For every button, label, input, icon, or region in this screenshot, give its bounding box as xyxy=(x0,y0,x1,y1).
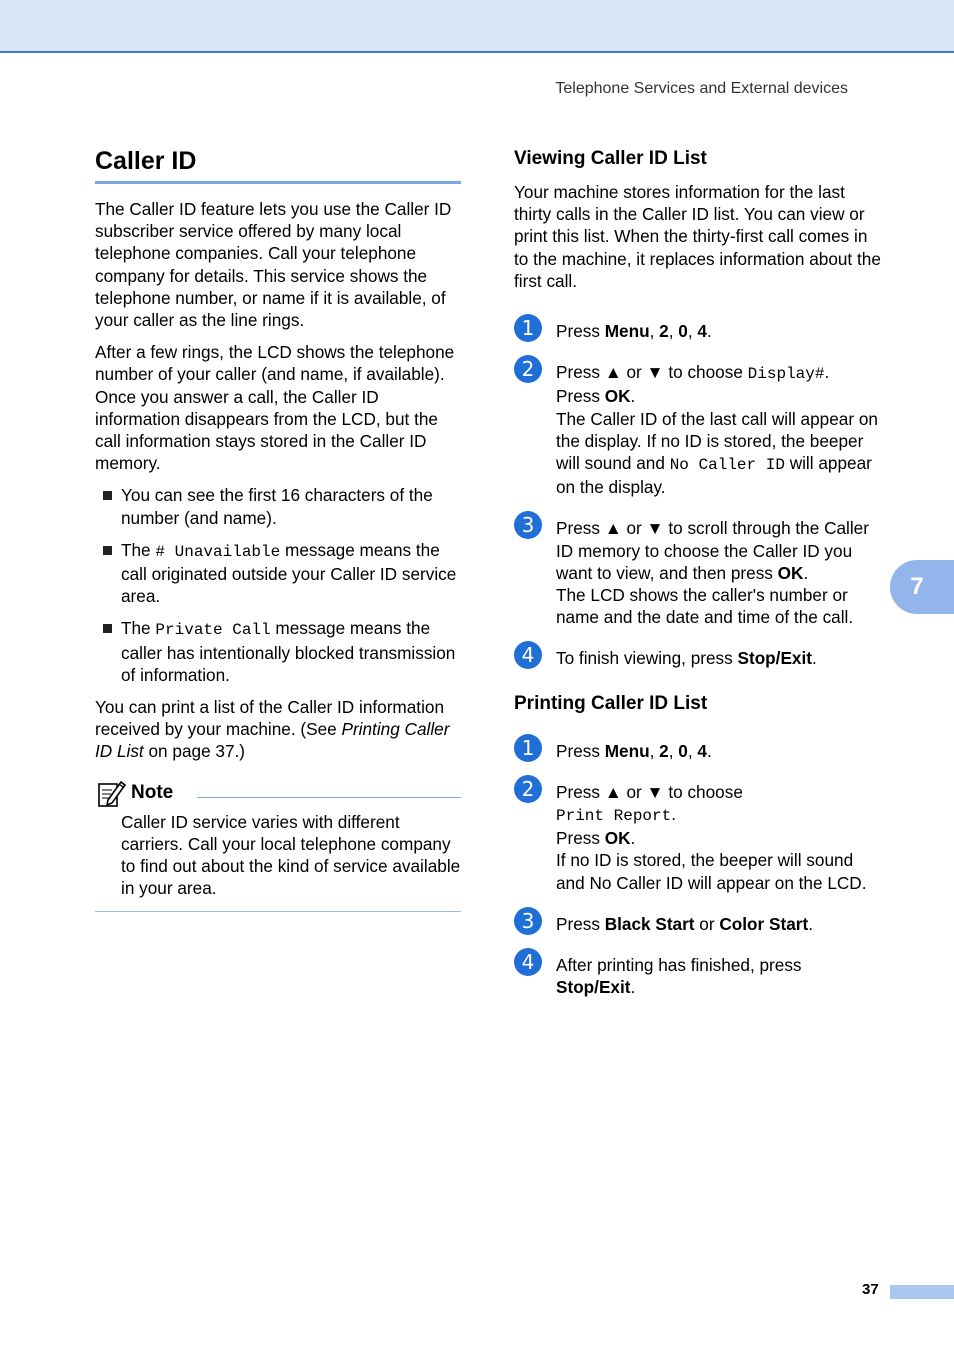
running-title: Telephone Services and External devices xyxy=(555,80,848,97)
cross-reference-link[interactable]: Printing Caller ID List xyxy=(95,719,450,762)
list-item: 1 Press Menu, 2, 0, 4. xyxy=(514,740,886,762)
code-print-report: Print Report xyxy=(556,807,672,826)
code-no-caller-id: No Caller ID xyxy=(669,456,785,475)
list-item: You can see the first 16 characters of the number (and name). xyxy=(95,484,461,528)
step-number-icon: 2 xyxy=(514,355,542,383)
printing-steps xyxy=(514,735,886,999)
step-number-icon: 3 xyxy=(514,511,542,539)
page-number-bar xyxy=(890,1285,954,1299)
bullet-list xyxy=(95,484,461,686)
bullet-square-icon xyxy=(103,491,112,500)
viewing-intro: Your machine stores information for the last thirty calls in the Caller ID list. You can view or print this list. When the thirty-first call comes in to the machine, it replaces information about the first call. xyxy=(514,182,881,291)
code-unavailable: # Unavailable xyxy=(155,542,281,561)
step-number-icon: 4 xyxy=(514,641,542,669)
bullet-square-icon xyxy=(103,546,112,555)
step-number-icon: 1 xyxy=(514,734,542,762)
note-box xyxy=(95,777,461,913)
note-title: Note xyxy=(131,781,174,803)
step-number-icon: 2 xyxy=(514,775,542,803)
step-number-icon: 3 xyxy=(514,907,542,935)
code-private-call: Private Call xyxy=(155,621,271,640)
list-item: 3 Press Black Start or Color Start. xyxy=(514,913,886,935)
lcd-paragraph: After a few rings, the LCD shows the telephone number of your caller (and name, if available). Once you answer a call, the Caller ID information disappears from the LCD, but the call information stays stored in the Caller ID memory. xyxy=(95,342,455,474)
print-reference-paragraph: You can print a list of the Caller ID information received by your machine. (See Printing Caller ID List on page 37.) xyxy=(95,697,450,762)
code-display: Display# xyxy=(747,365,825,384)
chapter-tab: 7 xyxy=(890,560,954,614)
left-column xyxy=(95,145,461,912)
list-item: 1 Press Menu, 2, 0, 4. xyxy=(514,320,886,342)
viewing-heading: Viewing Caller ID List xyxy=(514,148,707,169)
bullet-square-icon xyxy=(103,624,112,633)
note-body: Caller ID service varies with different carriers. Call your local telephone company to find out about the kind of service available in your area. xyxy=(121,811,461,899)
note-header xyxy=(95,777,461,809)
printing-heading: Printing Caller ID List xyxy=(514,692,708,714)
viewing-steps xyxy=(514,316,886,670)
list-item: 4 To finish viewing, press Stop/Exit. xyxy=(514,647,886,669)
list-item: 3 Press ▲ or ▼ to scroll through the Caller ID memory to choose the Caller ID you want to view, and then press OK. The LCD shows the caller's number or name and the date and time of the call. xyxy=(514,517,886,628)
section-title: Caller ID xyxy=(95,145,461,184)
step-number-icon: 4 xyxy=(514,948,542,976)
list-item: The Private Call message means the caller has intentionally blocked transmission of information. xyxy=(95,617,461,686)
note-pencil-icon xyxy=(97,778,127,808)
right-column xyxy=(514,145,886,1017)
page-number: 37 xyxy=(862,1281,879,1298)
top-band xyxy=(0,0,954,53)
list-item: 2 Press ▲ or ▼ to choose Print Report. Press OK. If no ID is stored, the beeper will sound and No Caller ID will appear on the LCD. xyxy=(514,781,886,894)
intro-paragraph: The Caller ID feature lets you use the Caller ID subscriber service offered by many local telephone companies. Call your telephone company for details. This service shows the telephone number, or name if it is available, of your caller as the line rings. xyxy=(95,199,452,331)
list-item: 4 After printing has finished, press Stop/Exit. xyxy=(514,954,886,998)
note-divider xyxy=(197,797,461,798)
step-number-icon: 1 xyxy=(514,314,542,342)
list-item: The # Unavailable message means the call originated outside your Caller ID service area. xyxy=(95,539,461,608)
list-item: 2 Press ▲ or ▼ to choose Display#. Press OK. The Caller ID of the last call will appear on the display. If no ID is stored, the beeper will sound and No Caller ID will appear on the display. xyxy=(514,361,886,498)
